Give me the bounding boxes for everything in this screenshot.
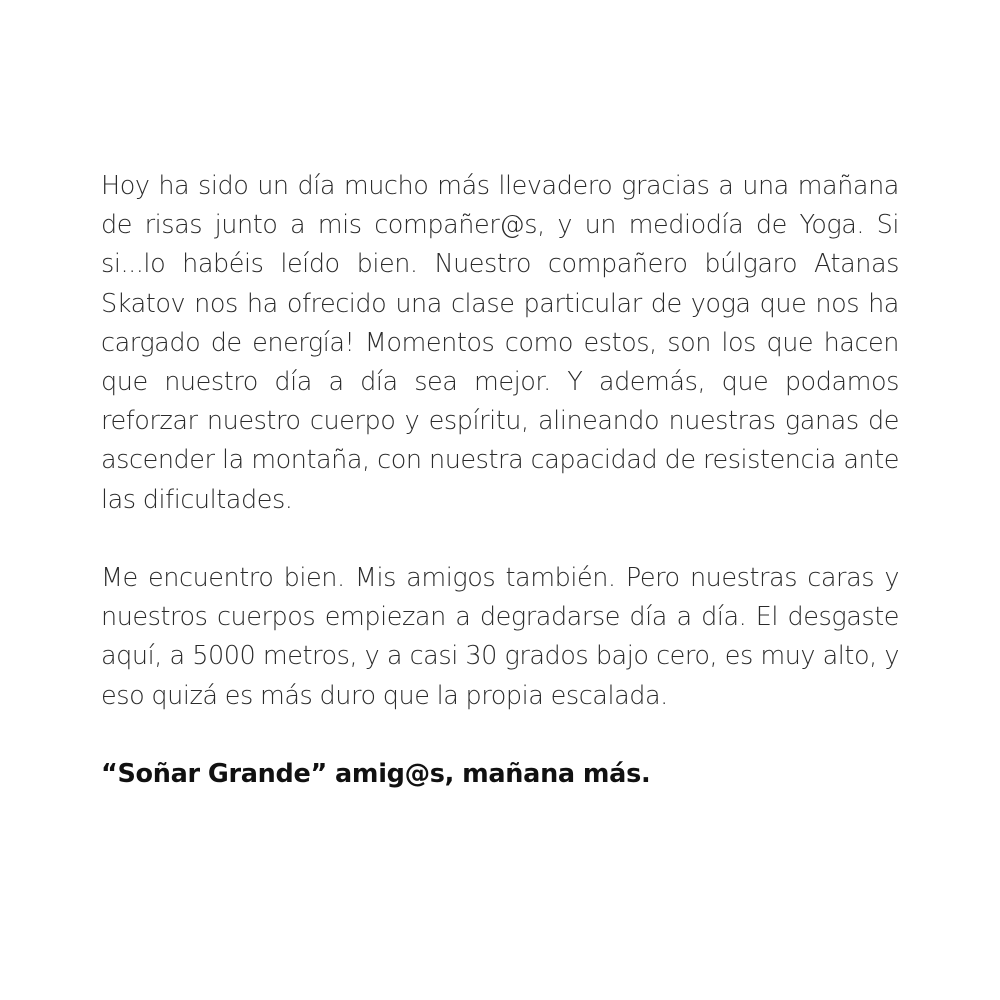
post-text — [101, 167, 899, 794]
paragraph-condition: Me encuentro bien. Mis amigos también. Pero nuestras caras y nuestros cuerpos empiezan a degradarse día a día. El desgaste aquí, a 5000 metros, y a casi 30 grados bajo cero, es muy alto, y eso quizá es más duro que la propia escalada. — [101, 563, 899, 711]
paragraph-yoga-day: Hoy ha sido un día mucho más llevadero gracias a una mañana de risas junto a mis compañer@s, y un mediodía de Yoga. Si si...lo habéis leído bien. Nuestro compañero búlgaro Atanas Skatov nos ha ofrecido una clase particular de yoga que nos ha cargado de energía! Momentos como estos, son los que hacen que nuestro día a día sea mejor. Y además, que podamos reforzar nuestro cuerpo y espíritu, alineando nuestras ganas de ascender la montaña, con nuestra capacidad de resistencia ante las dificultades. — [101, 171, 899, 515]
closing-line: “Soñar Grande” amig@s, mañana más. — [101, 759, 651, 790]
